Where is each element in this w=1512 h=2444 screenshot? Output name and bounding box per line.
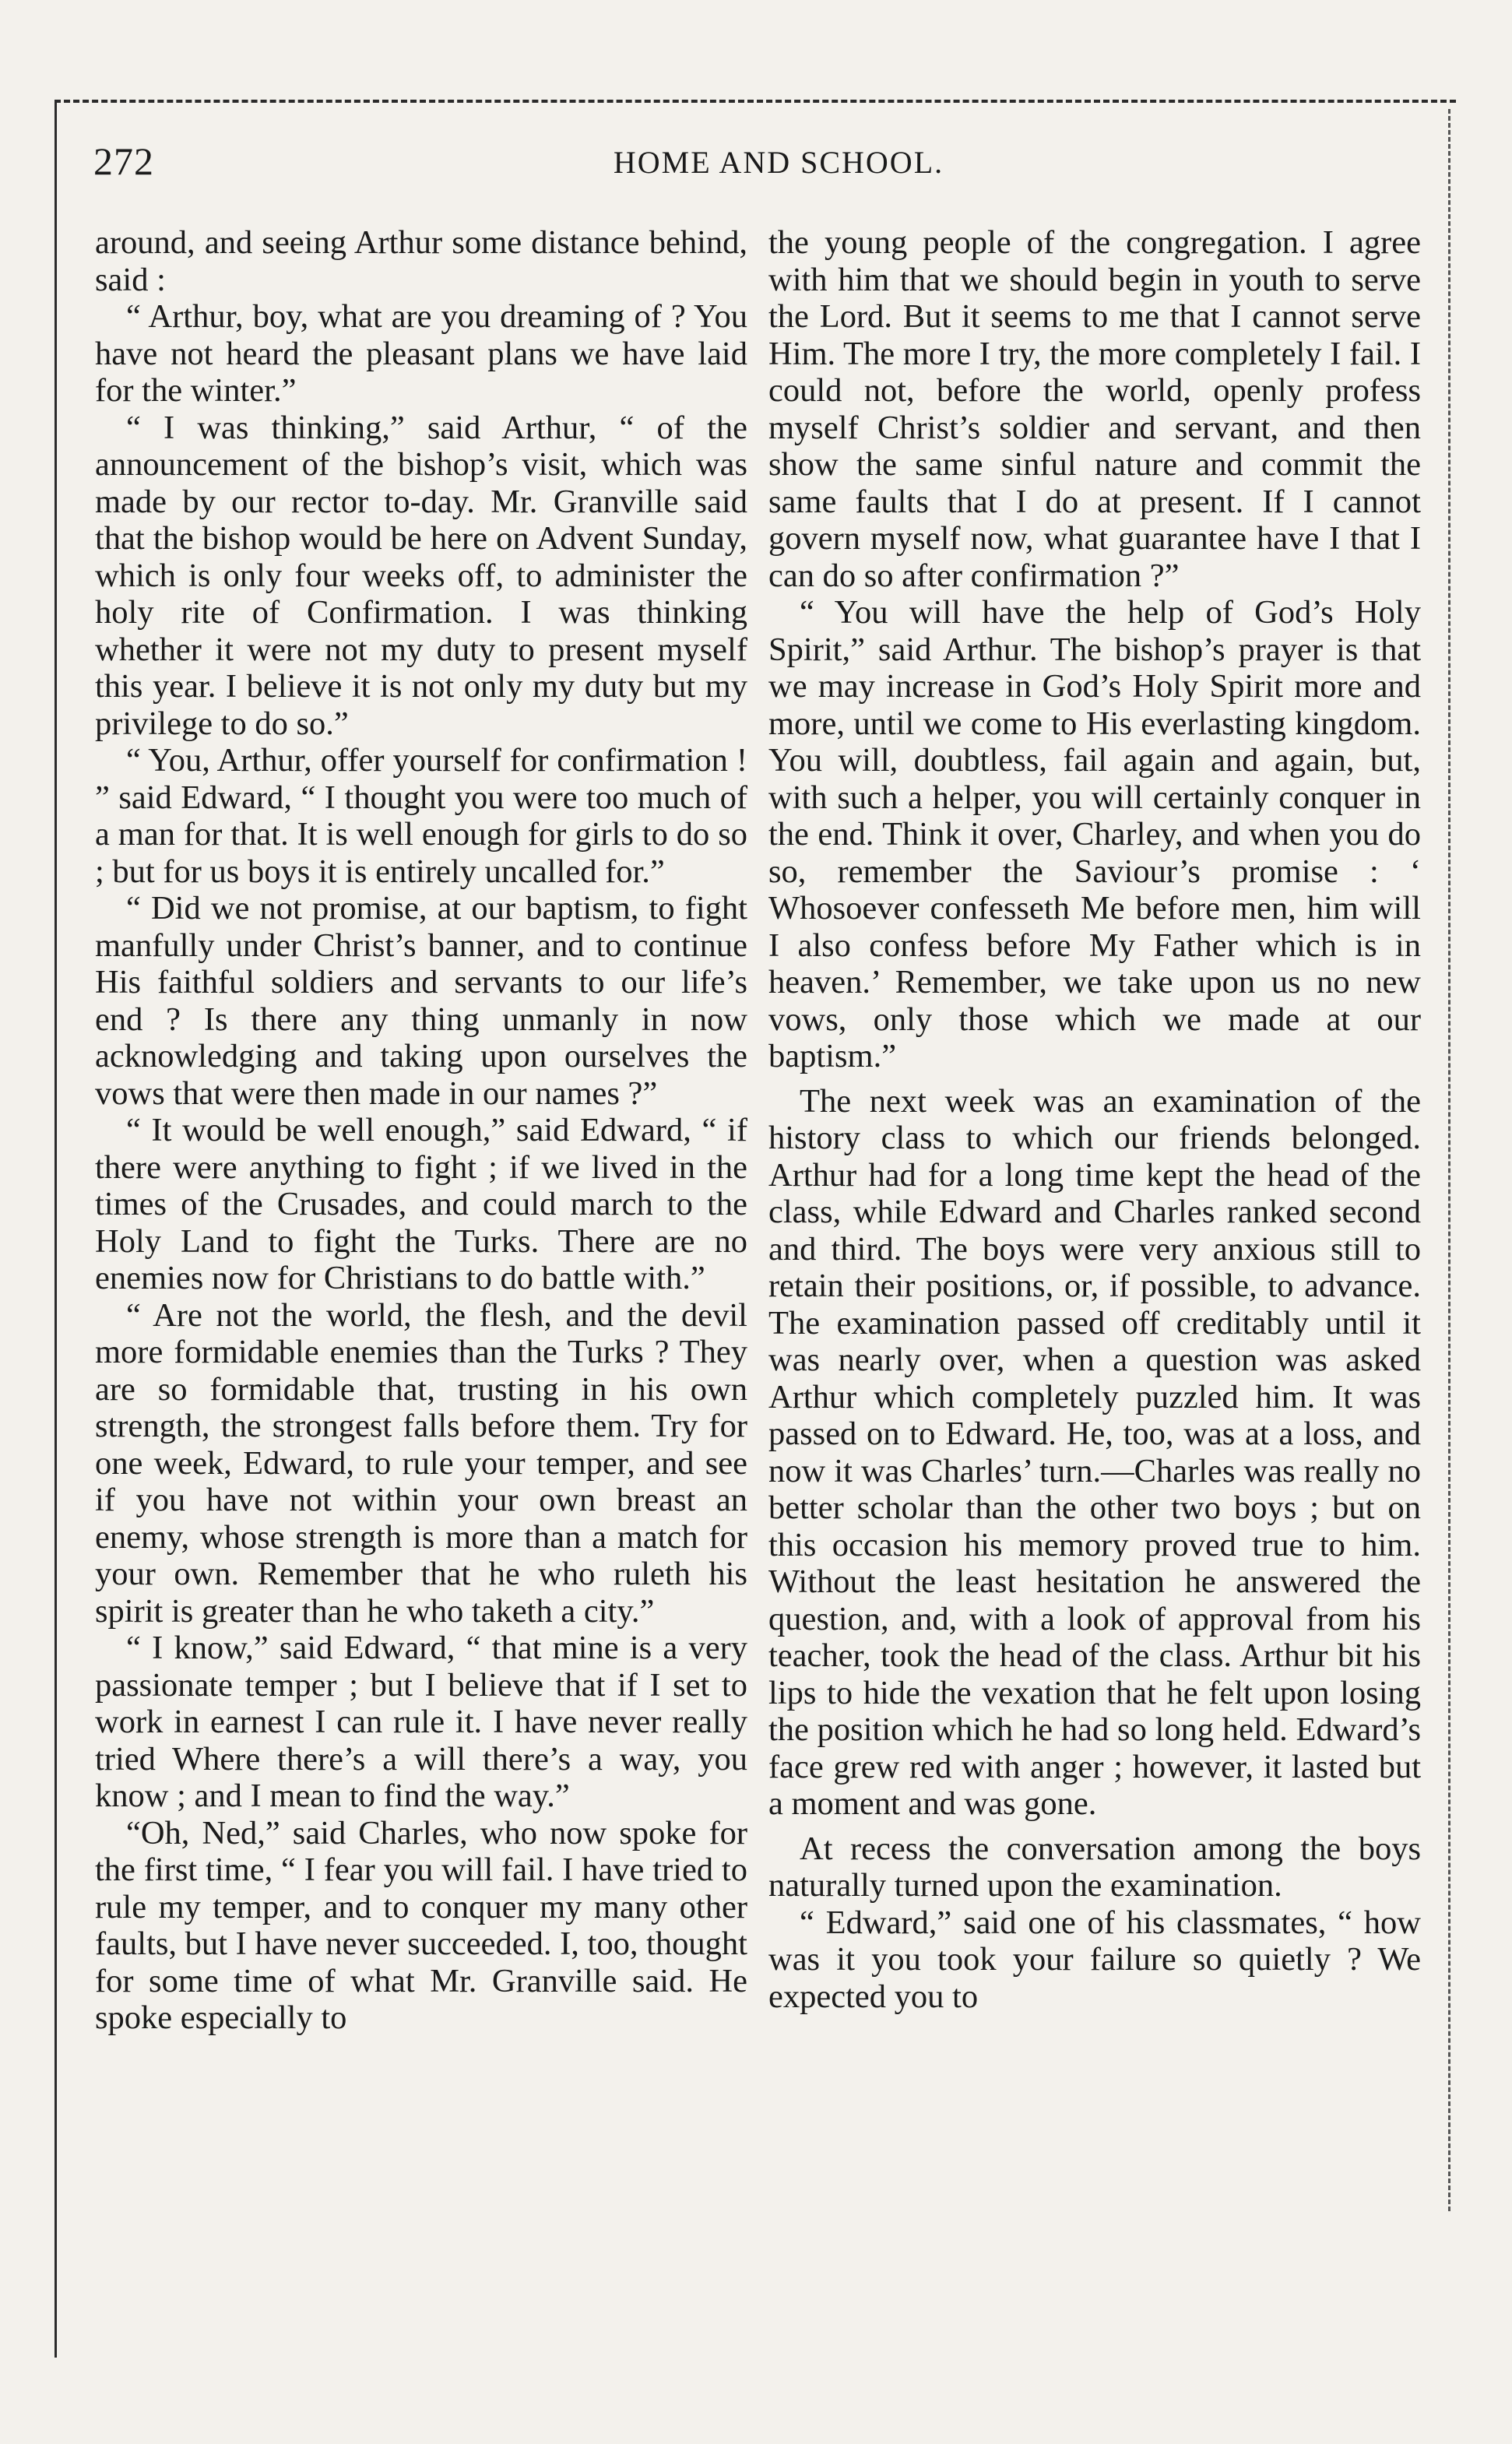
right-paragraph: “ Edward,” said one of his classmates, “ how was it you took your failure so quietly ? We expected you to [768,1904,1421,2015]
left-paragraph: “ You, Arthur, offer yourself for confirmation ! ” said Edward, “ I thought you were too much of a man for that. It is well enough for girls to do so ; but for us boys it is entirely uncalled for.” [95,742,747,890]
right-paragraph: The next week was an examination of the history class to which our friends belonged. Arthur had for a long time kept the head of the class, while Edward and Charles ranked second and third. The boys were very anxious still to retain their positions, or, if possible, to advance. The examination passed off creditably until it was nearly over, when a question was asked Arthur which completely puzzled him. It was passed on to Edward. He, too, was at a loss, and now it was Charles’ turn.—Charles was really no better scholar than the other two boys ; but on this occasion his memory proved true to him. Without the least hesitation he answered the question, and, with a look of approval from his teacher, took the head of the class. Arthur bit his lips to hide the vexation that he felt upon losing the position which he had so long held. Edward’s face grew red with anger ; however, it lasted but a moment and was gone. [768,1082,1421,1822]
right-border-rule [1448,109,1450,2211]
right-paragraph: “ You will have the help of God’s Holy Spirit,” said Arthur. The bishop’s prayer is that we may increase in God’s Holy Spirit more and more, until we come to His everlasting kingdom. You will, doubtless, fail again and again, but, with such a helper, you will certainly conquer in the end. Think it over, Charley, and when you do so, remember the Saviour’s promise : ‘ Whosoever confesseth Me before men, him will I also confess before My Father which is in heaven.’ Remember, we take upon us no new vows, only those which we made at our baptism.” [768,594,1421,1074]
running-head: HOME AND SCHOOL. [613,145,944,180]
left-border-rule [55,100,57,2358]
left-paragraph: “ Arthur, boy, what are you dreaming of ? You have not heard the pleasant plans we have laid for the winter.” [95,298,747,409]
left-paragraph: “Oh, Ned,” said Charles, who now spoke for the first time, “ I fear you will fail. I have tried to rule my temper, and to conquer my many other faults, but I have never succeeded. I, too, thought for some time of what Mr. Granville said. He spoke especially to [95,1814,747,2036]
top-border-rule [55,100,1456,103]
page-number: 272 [93,139,154,183]
right-paragraph: At recess the conversation among the boys naturally turned upon the examination. [768,1830,1421,1904]
left-paragraph: “ It would be well enough,” said Edward, “ if there were anything to fight ; if we lived in the times of the Crusades, and could march to the Holy Land to fight the Turks. There are no enemies now for Christians to do battle with.” [95,1112,747,1296]
left-paragraph: around, and seeing Arthur some distance behind, said : [95,224,747,298]
left-paragraph: “ I know,” said Edward, “ that mine is a very passionate temper ; but I believe that if I set to work in earnest I can rule it. I have never really tried Where there’s a will there’s a way, you know ; and I mean to find the way.” [95,1630,747,1814]
right-paragraph: the young people of the congregation. I agree with him that we should begin in youth to serve the Lord. But it seems to me that I cannot serve Him. The more I try, the more completely I fail. I could not, before the world, openly profess myself Christ’s soldier and servant, and then show the same sinful nature and commit the same faults that I do at present. If I cannot govern myself now, what guarantee have I that I can do so after confirmation ?” [768,224,1421,594]
left-paragraph: “ Are not the world, the flesh, and the devil more formidable enemies than the Turks ? They are so formidable that, trusting in his own strength, the strongest falls before them. Try for one week, Edward, to rule your temper, and see if you have not within your own breast an enemy, whose strength is more than a match for your own. Remember that he who ruleth his spirit is greater than he who taketh a city.” [95,1296,747,1630]
left-paragraph: “ Did we not promise, at our baptism, to fight manfully under Christ’s banner, and to continue His faithful soldiers and servants to our life’s end ? Is there any thing unmanly in now acknowledging and taking upon ourselves the vows that were then made in our names ?” [95,890,747,1112]
right-column [768,224,1421,2280]
left-paragraph: “ I was thinking,” said Arthur, “ of the announcement of the bishop’s visit, which was made by our rector to-day. Mr. Granville said that the bishop would be here on Advent Sunday, which is only four weeks off, to administer the holy rite of Confirmation. I was thinking whether it were not my duty to present myself this year. I believe it is not only my duty but my privilege to do so.” [95,409,747,742]
left-column [95,224,747,2280]
